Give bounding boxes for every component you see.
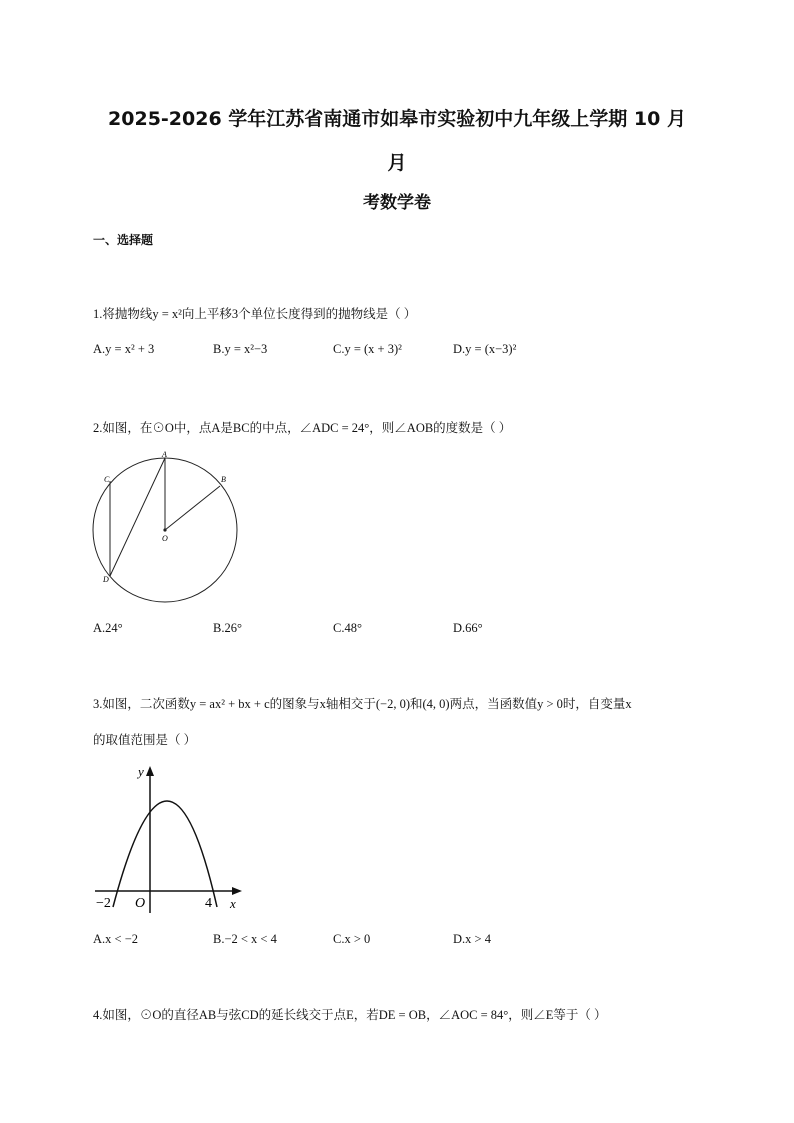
label-o: O <box>162 534 168 543</box>
question-3-option-b: B.−2 < x < 4 <box>213 932 277 946</box>
question-1-option-a: A.y = x² + 3 <box>93 342 155 356</box>
question-1-option-c: C.y = (x + 3)² <box>333 342 402 356</box>
parabola-figure <box>90 758 250 918</box>
label-d: D <box>103 575 109 584</box>
question-2-option-b: B.26° <box>213 621 242 635</box>
label-a: A <box>162 450 167 459</box>
question-3-option-a: A.x < −2 <box>93 932 139 946</box>
label-o: O <box>135 896 146 911</box>
question-4-text: 4.如图，⊙O的直径AB与弦CD的延长线交于点E，若DE = OB，∠AOC = 84°，则∠E等于（ ） <box>93 1008 607 1022</box>
question-3-text-line-2: 的取值范围是（ ） <box>93 733 197 747</box>
label-4: 4 <box>205 896 212 911</box>
question-3-option-c: C.x > 0 <box>333 932 371 946</box>
y-axis-arrow <box>146 766 154 776</box>
section-heading: 一、选择题 <box>93 233 154 247</box>
question-1-option-b: B.y = x²−3 <box>213 342 268 356</box>
document-title-line-2: 月 <box>387 152 407 174</box>
question-2-option-a: A.24° <box>93 621 123 635</box>
label-b: B <box>221 475 226 484</box>
document-title-line-1: 2025-2026 学年江苏省南通市如皋市实验初中九年级上学期 10 月 <box>108 108 686 130</box>
question-3-option-d: D.x > 4 <box>453 932 491 946</box>
x-axis-arrow <box>232 887 242 895</box>
label-y: y <box>138 764 144 779</box>
question-2-option-c: C.48° <box>333 621 362 635</box>
question-1-option-d: D.y = (x−3)² <box>453 342 517 356</box>
label-c: C <box>104 475 110 484</box>
question-2-text: 2.如图，在⊙O中，点A是BC的中点，∠ADC = 24°，则∠AOB的度数是（ ） <box>93 421 512 435</box>
label-x: x <box>230 896 236 911</box>
question-2-option-d: D.66° <box>453 621 483 635</box>
label-minus-2: −2 <box>96 896 111 911</box>
center-point <box>163 528 166 531</box>
circle-figure <box>90 448 245 608</box>
question-1-text: 1.将抛物线y = x²向上平移3个单位长度得到的抛物线是（ ） <box>93 307 417 321</box>
radius-ob <box>165 486 220 530</box>
document-title-line-3: 考数学卷 <box>363 193 431 213</box>
question-3-text-line-1: 3.如图，二次函数y = ax² + bx + c的图象与x轴相交于(−2, 0)和(4, 0)两点，当函数值y > 0时，自变量x <box>93 697 632 711</box>
